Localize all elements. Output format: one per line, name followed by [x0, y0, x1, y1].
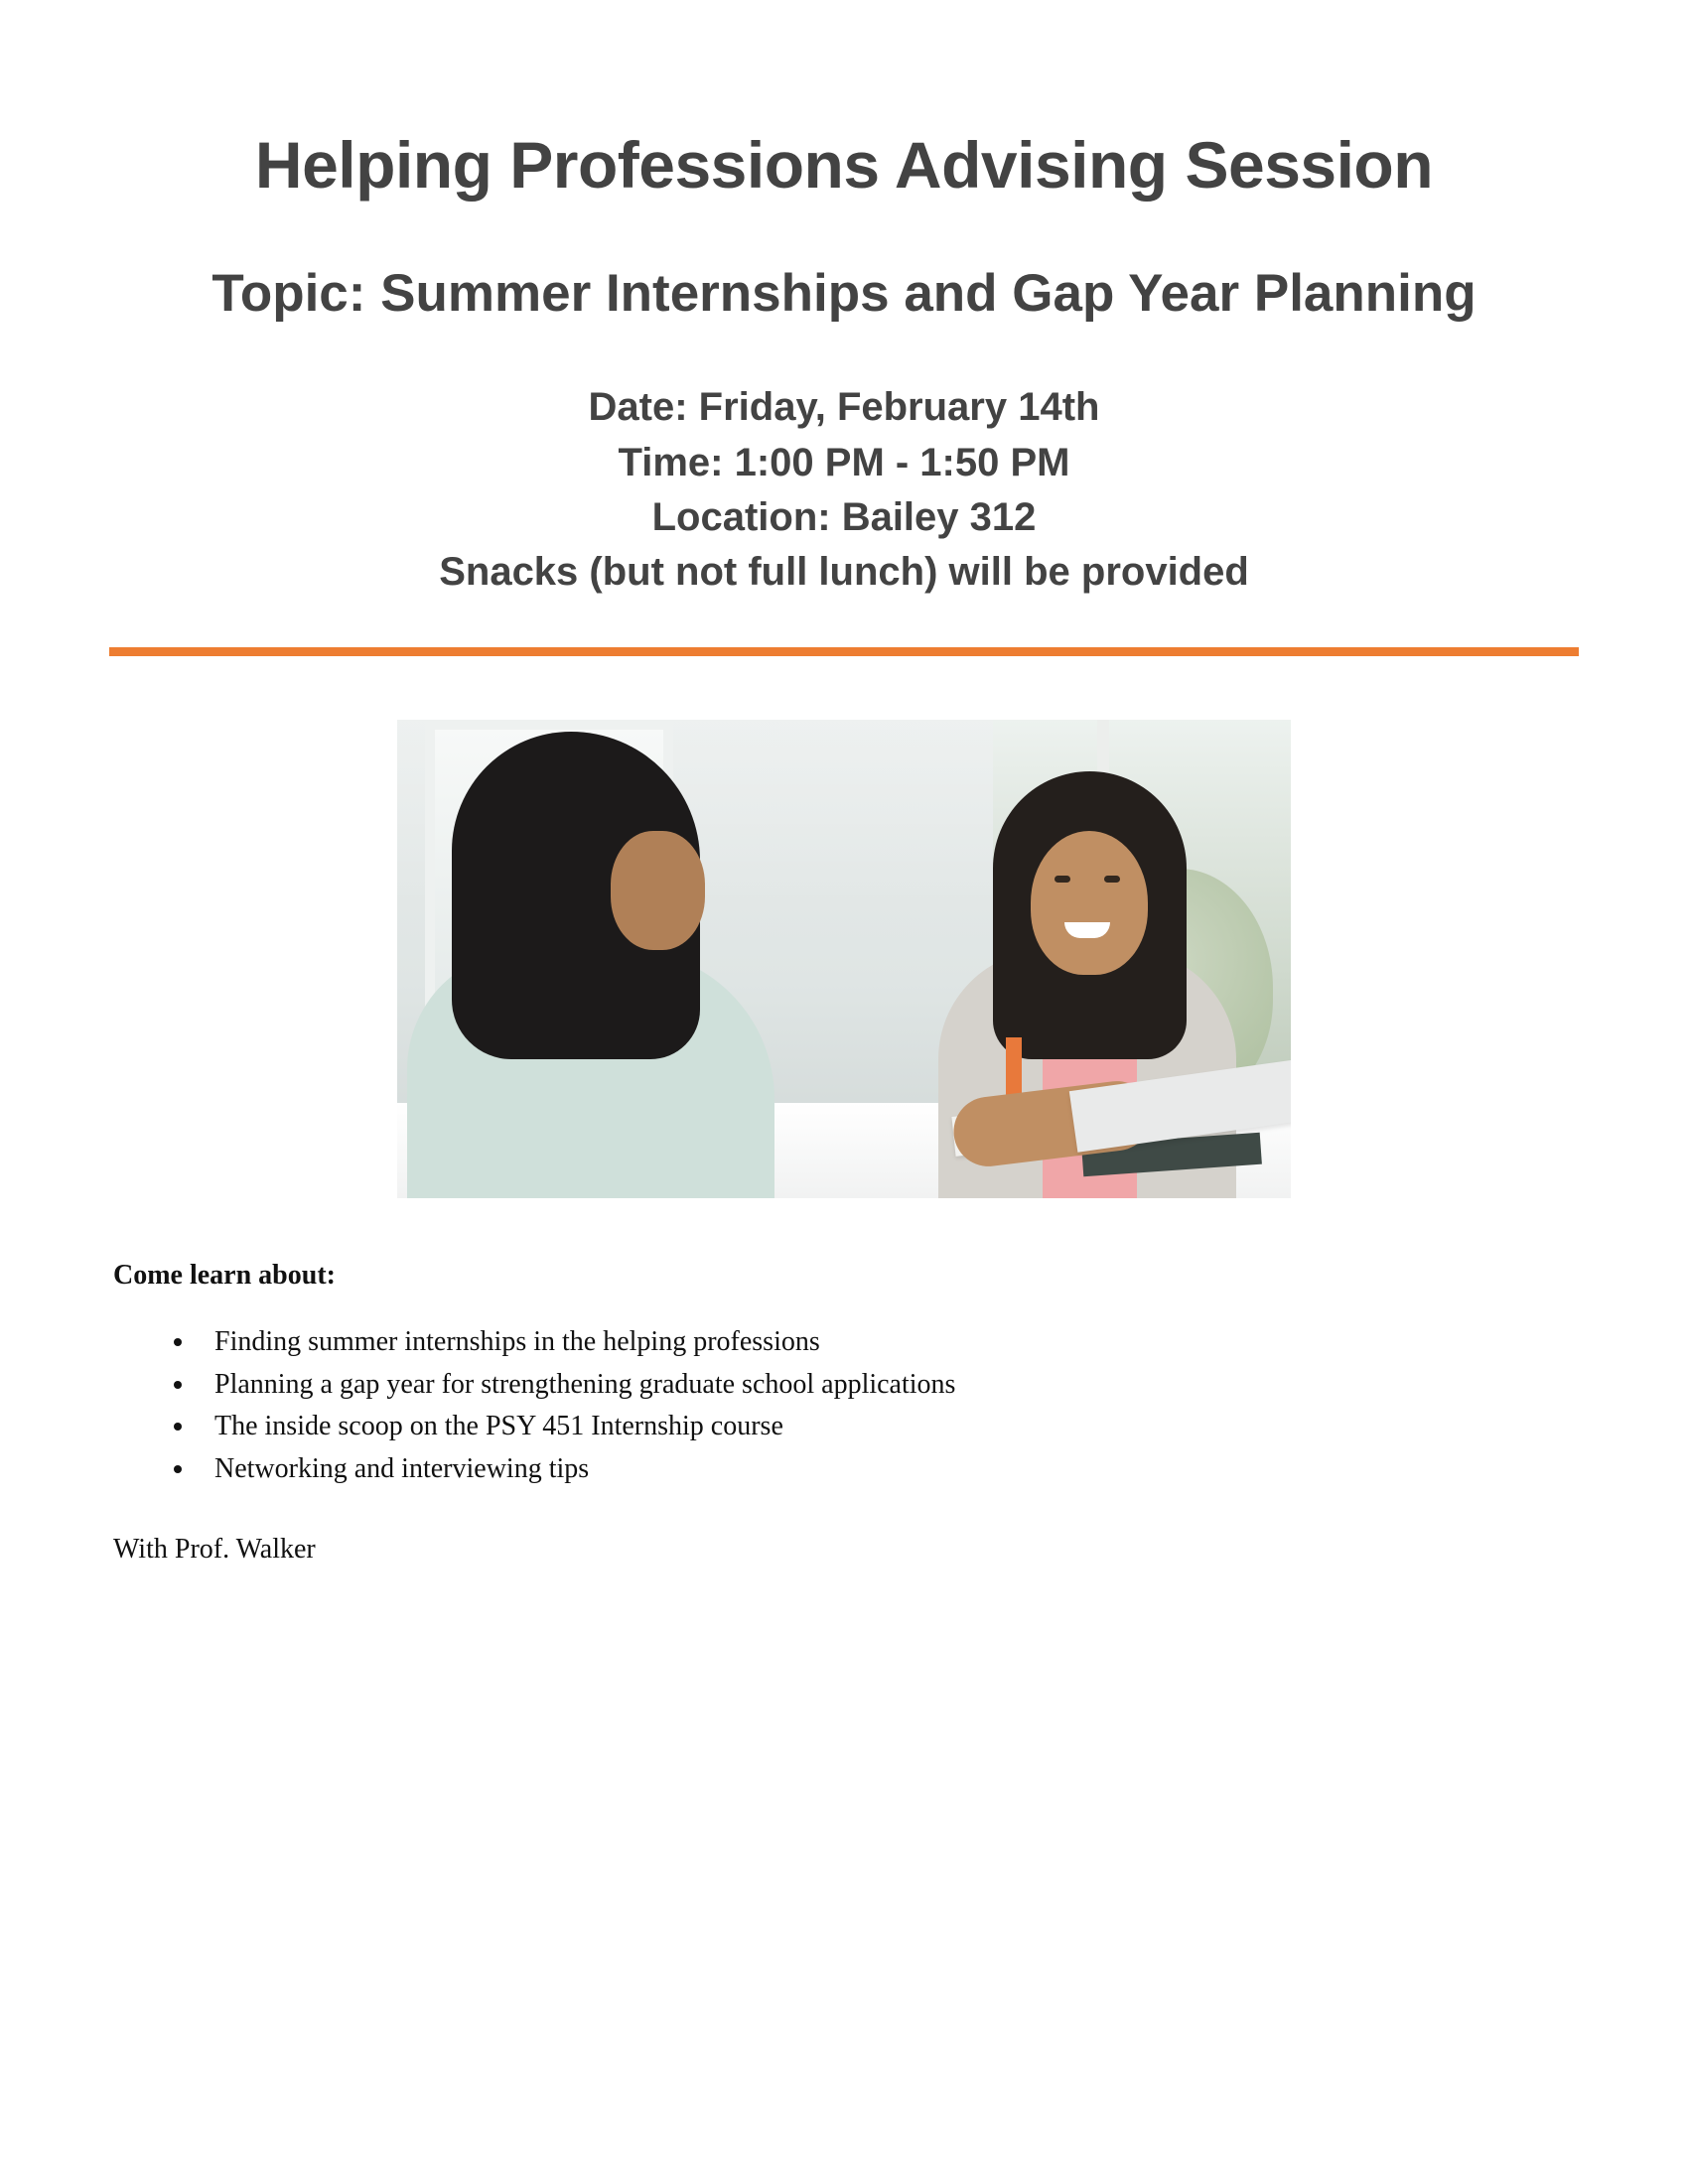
topic-details-spacer: [109, 325, 1579, 380]
come-learn-heading: Come learn about:: [113, 1260, 336, 1292]
page-title: Helping Professions Advising Session: [254, 128, 1434, 202]
orange-divider: [109, 647, 1579, 656]
photo-container: [109, 720, 1579, 1198]
advising-session-photo: [397, 720, 1291, 1198]
list-item: • The inside scoop on the PSY 451 Internship course: [197, 1406, 1579, 1448]
photo-orange-accent: [1006, 1037, 1022, 1099]
list-item: • Planning a gap year for strengthening graduate school applications: [197, 1364, 1579, 1407]
topic-heading: Topic: Summer Internships and Gap Year Planning: [211, 263, 1477, 323]
topics-list: [109, 1321, 1579, 1490]
details-section: [109, 1260, 1579, 1566]
event-location: Location: Bailey 312: [651, 494, 1037, 539]
photo-person-right-eye-right: [1104, 876, 1120, 883]
presenter-line: With Prof. Walker: [113, 1534, 316, 1566]
event-snacks-note: Snacks (but not full lunch) will be provided: [439, 550, 1249, 595]
title-topic-spacer: [109, 205, 1579, 262]
list-item: • Finding summer internships in the helping professions: [197, 1321, 1579, 1364]
event-details: [109, 380, 1579, 600]
photo-person-right-eye-left: [1055, 876, 1070, 883]
photo-person-right-face: [1031, 831, 1148, 975]
event-date: Date: Friday, February 14th: [588, 385, 1100, 430]
event-time: Time: 1:00 PM - 1:50 PM: [618, 440, 1070, 484]
list-item: • Networking and interviewing tips: [197, 1448, 1579, 1491]
photo-person-left-face: [611, 831, 705, 950]
